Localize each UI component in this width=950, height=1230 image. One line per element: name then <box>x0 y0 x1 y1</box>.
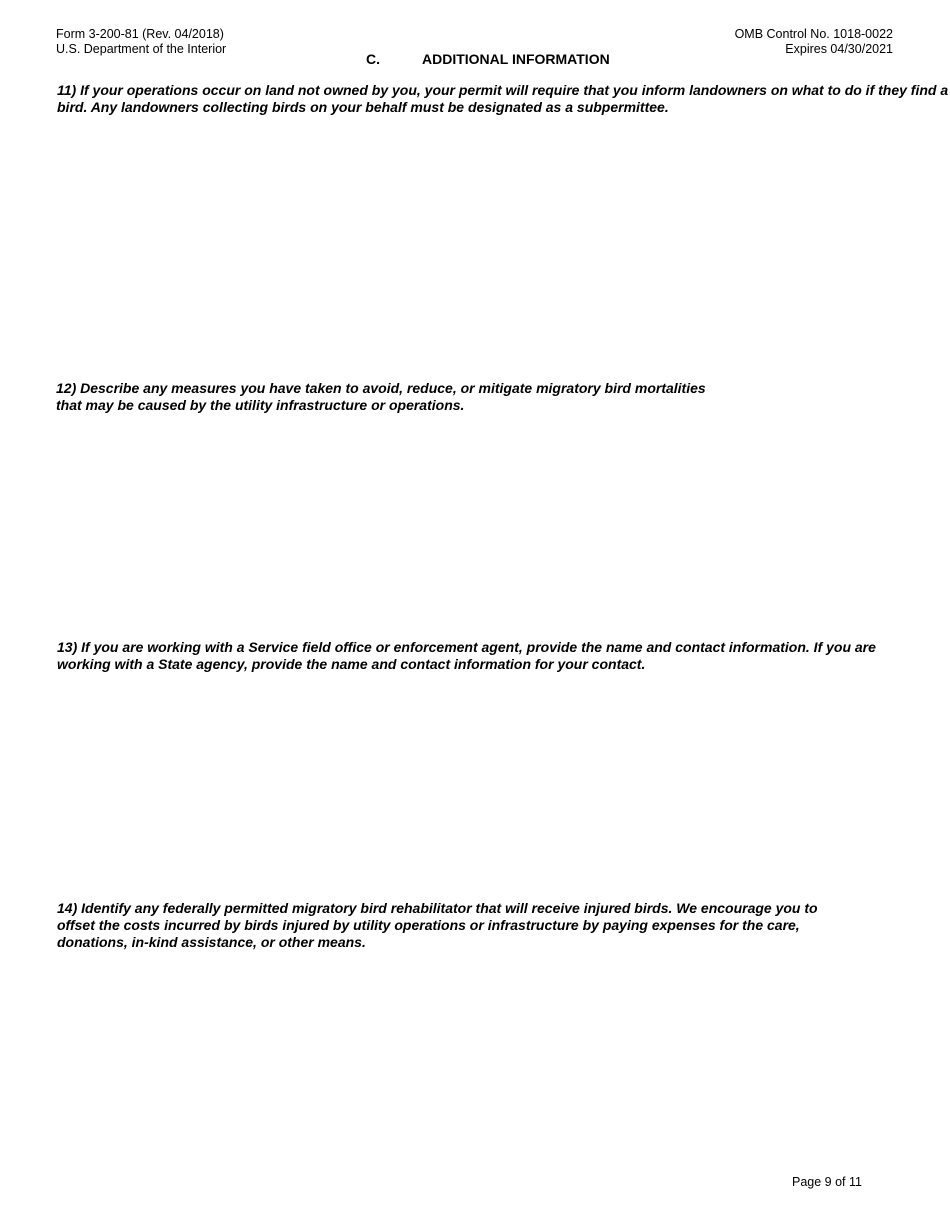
form-number: Form 3-200-81 (Rev. 04/2018) <box>56 27 224 41</box>
question-line: donations, in-kind assistance, or other means. <box>57 934 366 950</box>
omb-control-number: OMB Control No. 1018-0022 <box>734 27 893 41</box>
question-line: 13) If you are working with a Service field office or enforcement agent, provide the name and contact information. If you are <box>57 639 876 655</box>
page-number: Page 9 of 11 <box>792 1175 862 1189</box>
question-line: bird. Any landowners collecting birds on your behalf must be designated as a subpermittee. <box>57 99 669 115</box>
department-name: U.S. Department of the Interior <box>56 42 227 56</box>
question-11 <box>57 82 948 116</box>
omb-info <box>735 27 893 57</box>
question-13 <box>57 639 876 673</box>
question-line: 12) Describe any measures you have taken to avoid, reduce, or mitigate migratory bird mortalities <box>56 380 706 396</box>
question-line: 11) If your operations occur on land not owned by you, your permit will require that you inform landowners on what to do if they find a <box>57 82 949 98</box>
answer-field-11[interactable] <box>56 120 892 370</box>
section-heading <box>366 51 610 67</box>
answer-field-13[interactable] <box>56 677 892 887</box>
question-14 <box>57 900 818 951</box>
answer-field-14[interactable] <box>56 955 892 1155</box>
answer-field-12[interactable] <box>56 418 892 628</box>
question-line: working with a State agency, provide the name and contact information for your contact. <box>57 656 646 672</box>
expiration-date: Expires 04/30/2021 <box>785 42 893 56</box>
form-identifier <box>56 27 226 57</box>
question-12 <box>56 380 706 414</box>
section-title: ADDITIONAL INFORMATION <box>422 51 610 67</box>
question-line: offset the costs incurred by birds injured by utility operations or infrastructure by paying expenses for the care, <box>57 917 800 933</box>
question-line: 14) Identify any federally permitted migratory bird rehabilitator that will receive injured birds. We encourage you to <box>57 900 818 916</box>
section-letter: C. <box>366 51 380 67</box>
question-line: that may be caused by the utility infrastructure or operations. <box>56 397 465 413</box>
